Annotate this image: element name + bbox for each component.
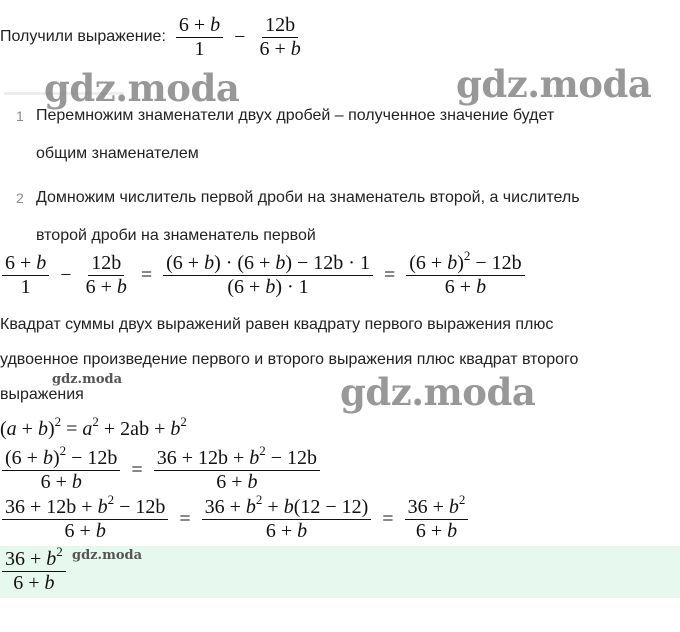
equals-sign: = xyxy=(179,508,191,530)
paragraph-line: Квадрат суммы двух выражений равен квадрату первого выражения плюс xyxy=(0,316,554,333)
watermark: gdz.moda xyxy=(44,66,240,110)
denominator: (6 + b) · 1 xyxy=(227,276,309,298)
denominator: 1 xyxy=(20,276,31,298)
fraction xyxy=(154,443,320,494)
step-text-line: второй дроби на знаменатель первой xyxy=(36,227,316,244)
fraction xyxy=(202,492,372,543)
equals-sign: = xyxy=(131,459,143,481)
step-text-line: Перемножим знаменатели двух дробей – полученное значение будет xyxy=(36,107,555,124)
clipped-top-text xyxy=(50,0,110,2)
watermark: gdz.moda xyxy=(456,62,652,106)
equation-common-denominator xyxy=(0,248,527,299)
fraction xyxy=(2,252,49,299)
denominator: 6 + b xyxy=(259,37,301,60)
numerator: $36 + b^2$ xyxy=(405,496,469,520)
fraction xyxy=(2,544,66,595)
step-text-line: Домножим числитель первой дроби на знаменатель второй, а числитель xyxy=(36,189,580,206)
fraction xyxy=(2,492,168,543)
minus-sign: − xyxy=(234,25,246,48)
fraction xyxy=(163,252,373,299)
fraction xyxy=(2,443,120,494)
minus-sign: − xyxy=(60,264,72,286)
equals-sign: = xyxy=(383,264,396,286)
denominator: 6 + b xyxy=(216,471,258,493)
intro-line xyxy=(0,8,306,66)
step-text-line: общим знаменателем xyxy=(36,145,199,162)
watermark: gdz.moda xyxy=(340,370,536,414)
denominator: 6 + b xyxy=(415,520,458,542)
intro-label: Получили выражение: xyxy=(0,28,166,45)
fraction xyxy=(83,252,130,299)
numerator: 6 + b xyxy=(176,14,223,38)
numerator: $36 + b^2 + b(12 - 12)$ xyxy=(202,496,372,520)
numerator: $36 + b^2$ xyxy=(2,548,66,572)
step-number: 2 xyxy=(16,190,24,206)
denominator: 6 + b xyxy=(85,276,127,298)
intro-expression xyxy=(174,14,306,61)
equation-simplify xyxy=(0,492,470,543)
watermark: gdz.moda xyxy=(72,548,143,563)
denominator: 1 xyxy=(194,37,205,60)
fraction xyxy=(406,248,524,299)
intro-fraction-1 xyxy=(176,14,223,61)
numerator: 12b xyxy=(262,14,298,38)
equals-sign: = xyxy=(382,508,394,530)
paragraph-line: удвоенное произведение первого и второго выражения плюс квадрат второго xyxy=(0,351,579,368)
denominator: 6 + b xyxy=(265,520,308,542)
numerator: 12b xyxy=(88,252,124,276)
numerator: 6 + b xyxy=(2,252,49,276)
fraction xyxy=(405,492,469,543)
paragraph-line: выражения xyxy=(0,386,84,403)
equals-sign: = xyxy=(140,264,153,286)
numerator: $36 + 12b + b^2 - 12b$ xyxy=(2,496,168,520)
watermark: gdz.moda xyxy=(52,372,123,387)
answer-box xyxy=(0,546,680,598)
equation-expand xyxy=(0,443,322,494)
numerator: $36 + 12b + b^2 - 12b$ xyxy=(154,447,320,471)
square-of-sum-formula: $(a + b)^2 = a^2 + 2ab + b^2$ xyxy=(0,414,187,440)
denominator: 6 + b xyxy=(40,471,82,493)
step-number: 1 xyxy=(16,108,24,124)
denominator: 6 + b xyxy=(13,572,55,594)
numerator: (6 + b) · (6 + b) − 12b · 1 xyxy=(163,252,373,276)
intro-fraction-2 xyxy=(256,14,303,61)
answer-expression xyxy=(0,544,68,595)
numerator: $(6 + b)^2 - 12b$ xyxy=(406,252,524,276)
numerator: $(6 + b)^2 - 12b$ xyxy=(2,447,120,471)
denominator: 6 + b xyxy=(64,520,106,542)
denominator: 6 + b xyxy=(444,276,487,298)
